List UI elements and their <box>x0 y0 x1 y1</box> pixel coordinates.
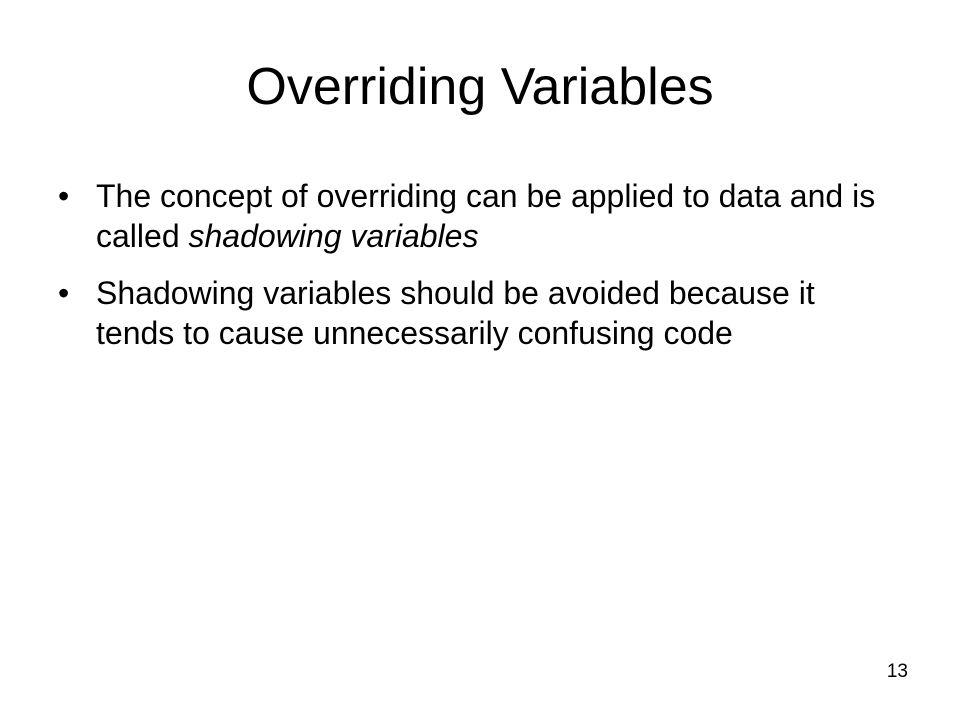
bullet-item <box>58 273 888 353</box>
bullet-text: The concept of overriding can be applied to data and is called <box>96 178 876 254</box>
bullet-marker: • <box>58 275 70 311</box>
bullet-marker: • <box>58 178 70 214</box>
bullet-text: Shadowing variables should be avoided because it tends to cause unnecessarily confusing code <box>96 275 815 351</box>
bullet-item <box>58 176 888 256</box>
emphasized-term: shadowing variables <box>188 218 479 254</box>
bullet-list <box>58 176 888 370</box>
slide-title: Overriding Variables <box>246 58 714 116</box>
page-number: 13 <box>886 661 908 682</box>
